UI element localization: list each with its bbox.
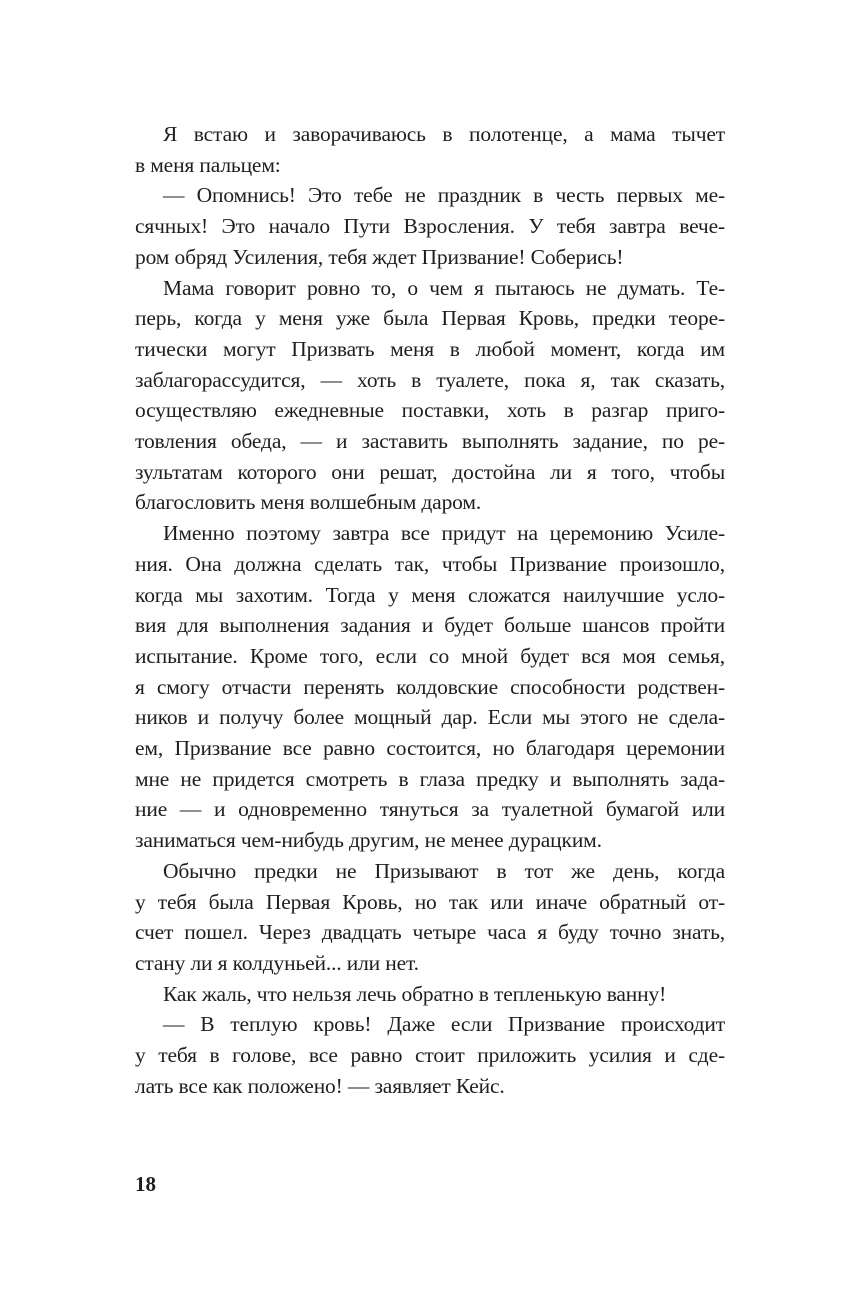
text-line: я смогу отчасти перенять колдовские способности родствен- [135, 674, 725, 699]
text-line: у тебя в голове, все равно стоит приложить усилия и сде- [135, 1043, 725, 1068]
text-line: — Опомнись! Это тебе не праздник в честь первых ме- [163, 183, 725, 208]
paragraph-6 [135, 979, 725, 1010]
text-line: счет пошел. Через двадцать четыре часа я буду точно знать, [135, 920, 725, 945]
text-line: стану ли я колдуньей... или нет. [135, 950, 419, 975]
text-line: Именно поэтому завтра все придут на церемонию Усиле- [163, 521, 725, 546]
text-line: — В теплую кровь! Даже если Призвание происходит [163, 1012, 725, 1037]
paragraph-2 [135, 180, 725, 272]
text-line: испытание. Кроме того, если со мной будет вся моя семья, [135, 643, 725, 668]
text-line: ром обряд Усиления, тебя ждет Призвание! Соберись! [135, 244, 624, 269]
text-line: ние — и одновременно тянуться за туалетной бумагой или [135, 797, 725, 822]
body-text [135, 119, 725, 1102]
text-line: осуществляю ежедневные поставки, хоть в разгар приго- [135, 398, 725, 423]
text-line: перь, когда у меня уже была Первая Кровь, предки теоре- [135, 306, 725, 331]
text-line: ния. Она должна сделать так, чтобы Призвание произошло, [135, 551, 725, 576]
text-line: Я встаю и заворачиваюсь в полотенце, а мама тычет [163, 122, 725, 146]
paragraph-7 [135, 1009, 725, 1101]
text-line: заниматься чем-нибудь другим, не менее дурацким. [135, 828, 602, 853]
paragraph-4 [135, 518, 725, 856]
text-line: тически могут Призвать меня в любой момент, когда им [135, 336, 725, 361]
text-line: у тебя была Первая Кровь, но так или иначе обратный от- [135, 889, 725, 914]
text-line: Мама говорит ровно то, о чем я пытаюсь не думать. Те- [163, 275, 725, 300]
text-line: благословить меня волшебным даром. [135, 490, 482, 515]
text-line: в меня пальцем: [135, 152, 281, 177]
paragraph-3 [135, 273, 725, 519]
text-line: зультатам которого они решат, достойна ли я того, чтобы [135, 459, 725, 484]
text-line: мне не придется смотреть в глаза предку и выполнять зада- [135, 766, 725, 791]
text-line: ников и получу более мощный дар. Если мы этого не сдела- [135, 705, 725, 730]
page-number: 18 [135, 1172, 156, 1196]
text-line: вия для выполнения задания и будет больше шансов пройти [135, 613, 725, 638]
paragraph-5 [135, 856, 725, 979]
paragraph-1 [135, 119, 725, 180]
text-line: когда мы захотим. Тогда у меня сложатся наилучшие усло- [135, 582, 725, 607]
text-line: сячных! Это начало Пути Взросления. У тебя завтра вече- [135, 214, 725, 239]
text-line: заблагорассудится, — хоть в туалете, пока я, так сказать, [135, 367, 725, 392]
text-line: лать все как положено! — заявляет Кейс. [135, 1073, 505, 1098]
text-line: Обычно предки не Призывают в тот же день, когда [163, 858, 725, 883]
text-line: ем, Призвание все равно состоится, но благодаря церемонии [135, 736, 725, 761]
text-line: товления обеда, — и заставить выполнять задание, по ре- [135, 429, 725, 454]
text-line: Как жаль, что нельзя лечь обратно в тепленькую ванну! [163, 981, 667, 1006]
